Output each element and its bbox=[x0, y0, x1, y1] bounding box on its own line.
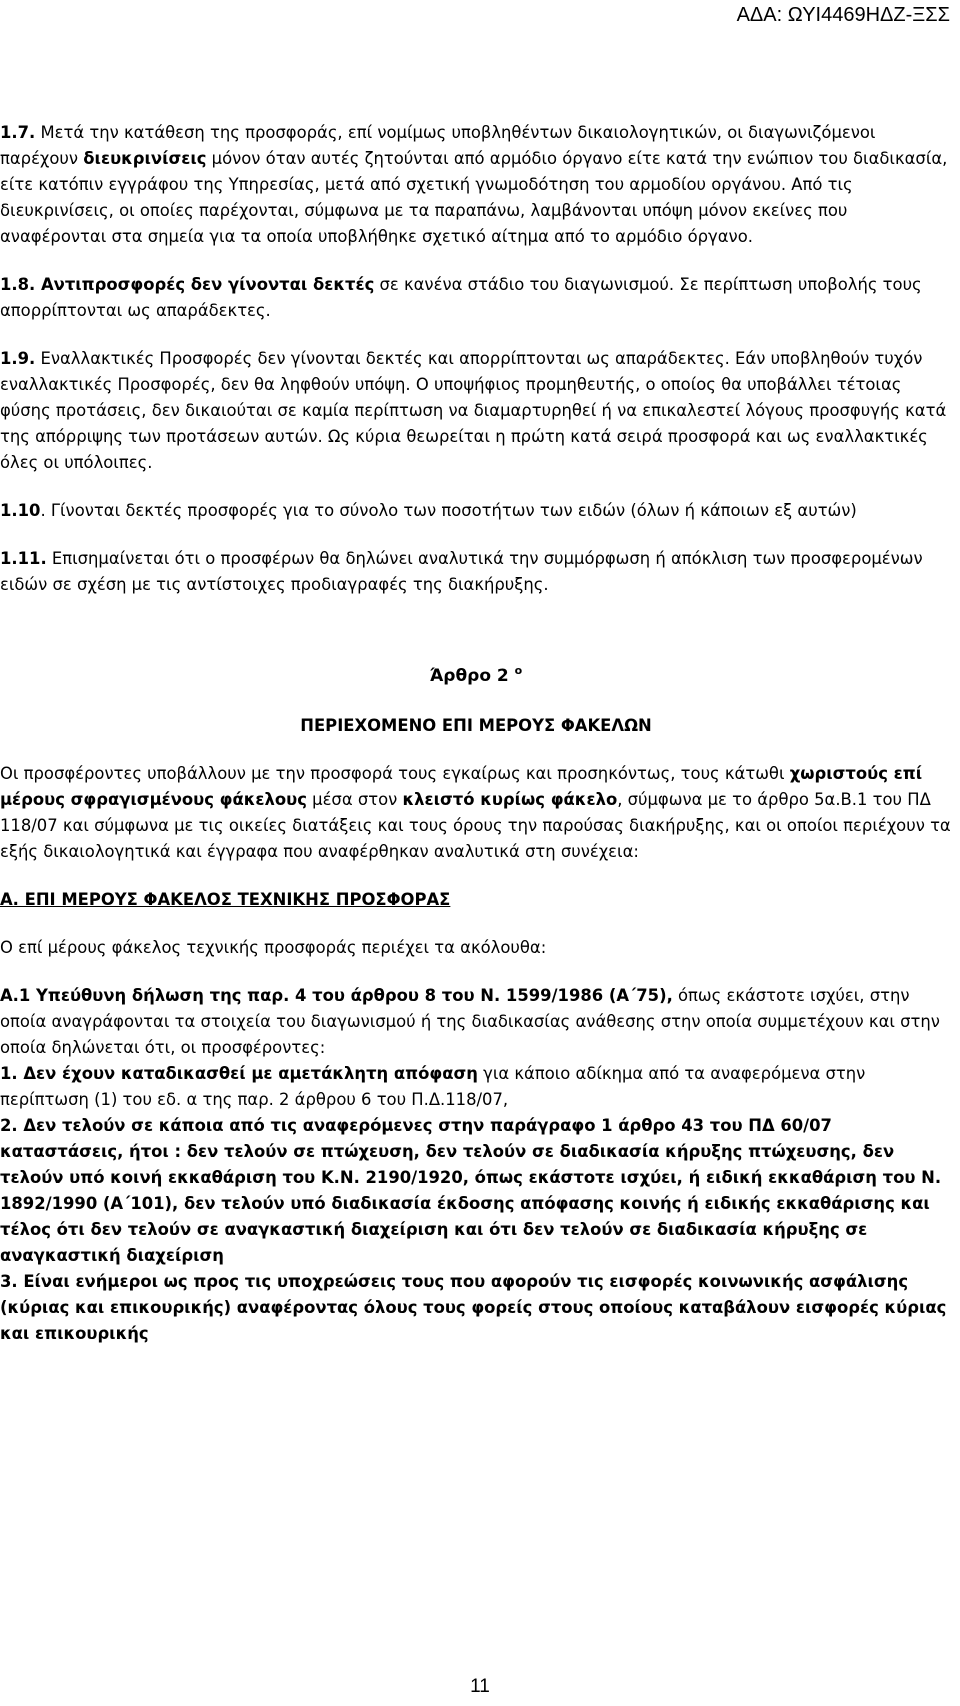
item-2: 2. Δεν τελούν σε κάποια από τις αναφερόμενες στην παράγραφο 1 άρθρο 43 του ΠΔ 60/07 καταστάσεις, ήτοι : δεν τελούν σε πτώχευση, δεν τελούν σε διαδικασία κήρυξης πτώχευσης, δεν τελούν υπό κοινή εκκαθάριση του Κ.Ν. 2190/1920, όπως εκάστοτε ισχύει, ή ειδική εκκαθάριση του Ν. 1892/1990 (Α΄101), δεν τελούν υπό διαδικασία έκδοσης απόφασης κοινής ή ειδικής εκκαθάρισης και τέλος ότι δεν τελούν σε αναγκαστική διαχείριση και ότι δεν τελούν σε διαδικασία κήρυξης σε αναγκαστική διαχείριση bbox=[0, 1116, 942, 1265]
paragraph-1-8: 1.8. Αντιπροσφορές δεν γίνονται δεκτές σε κανένα στάδιο του διαγωνισμού. Σε περίπτωση υποβολής τους απορρίπτονται ως απαράδεκτες. bbox=[0, 275, 922, 320]
intro-paragraph: Οι προσφέροντες υποβάλλουν με την προσφορά τους εγκαίρως και προσηκόντως, τους κάτωθι χωριστούς επί μέρους σφραγισμένους φάκελους μέσα στον κλειστό κυρίως φάκελο, σύμφωνα με το άρθρο 5α.Β.1 του ΠΔ 118/07 και σύμφωνα με τις οικείες διατάξεις και τους όρους την παρούσας διακήρυξης, και οι οποίοι περιέχουν τα εξής δικαιολογητικά και έγγραφα που αναφέρθηκαν αναλυτικά στη συνέχεια: bbox=[0, 764, 951, 861]
document-body bbox=[0, 120, 952, 1347]
clause-number: 1.7. bbox=[0, 123, 36, 142]
article-subtitle: ΠΕΡΙΕΧΟΜΕΝΟ ΕΠΙ ΜΕΡΟΥΣ ΦΑΚΕΛΩΝ bbox=[300, 716, 652, 735]
ada-code: ΑΔΑ: ΩΥΙ4469ΗΔΖ-ΞΣΣ bbox=[736, 4, 950, 26]
item-1: 1. Δεν έχουν καταδικασθεί με αμετάκλητη απόφαση για κάποιο αδίκημα από τα αναφερόμενα στην περίπτωση (1) του εδ. α της παρ. 2 άρθρου 6 του Π.Δ.118/07, bbox=[0, 1064, 866, 1109]
paragraph-1-7: 1.7. Μετά την κατάθεση της προσφοράς, επί νομίμως υποβληθέντων δικαιολογητικών, οι διαγωνιζόμενοι παρέχουν διευκρινίσεις μόνον όταν αυτές ζητούνται από αρμόδιο όργανο είτε κατά την ενώπιον του διαδικασία, είτε κατόπιν εγγράφου της Υπηρεσίας, μετά από σχετική γνωμοδότηση του αρμοδίου οργάνου. Από τις διευκρινίσεις, οι οποίες παρέχονται, σύμφωνα με τα παραπάνω, λαμβάνονται υπόψη μόνον εκείνες που αναφέρονται στα σημεία για τα οποία υποβλήθηκε σχετικό αίτημα από το αρμόδιο όργανο. bbox=[0, 123, 948, 246]
article-title: Άρθρο 2 $^o$ bbox=[429, 664, 523, 686]
clause-number: 1.9. bbox=[0, 349, 36, 368]
section-a-lead: Ο επί μέρους φάκελος τεχνικής προσφοράς περιέχει τα ακόλουθα: bbox=[0, 938, 547, 957]
paragraph-1-11: 1.11. Επισημαίνεται ότι ο προσφέρων θα δηλώνει αναλυτικά την συμμόρφωση ή απόκλιση των προσφερομένων ειδών σε σχέση με τις αντίστοιχες προδιαγραφές της διακήρυξης. bbox=[0, 549, 923, 594]
paragraph-1-9: 1.9. Εναλλακτικές Προσφορές δεν γίνονται δεκτές και απορρίπτονται ως απαράδεκτες. Εάν υποβληθούν τυχόν εναλλακτικές Προσφορές, δεν θα ληφθούν υπόψη. Ο υποψήφιος προμηθευτής, ο οποίος θα υποβάλλει τέτοιας φύσης προτάσεις, δεν δικαιούται σε καμία περίπτωση να διαμαρτυρηθεί ή να επικαλεστεί λόγους προσφυγής κατά της απόρριψης των προτάσεων αυτών. Ως κύρια θεωρείται η πρώτη κατά σειρά προσφορά και ως εναλλακτικές όλες οι υπόλοιπες. bbox=[0, 349, 947, 472]
clause-number: 1.8. bbox=[0, 275, 36, 294]
page-number: 11 bbox=[470, 1676, 490, 1697]
clause-number: 1.11. bbox=[0, 549, 47, 568]
clause-number: 1.10 bbox=[0, 501, 41, 520]
section-a-heading: Α. ΕΠΙ ΜΕΡΟΥΣ ΦΑΚΕΛΟΣ ΤΕΧΝΙΚΗΣ ΠΡΟΣΦΟΡΑΣ bbox=[0, 890, 451, 909]
paragraph-1-10: 1.10. Γίνονται δεκτές προσφορές για το σύνολο των ποσοτήτων των ειδών (όλων ή κάποιων εξ αυτών) bbox=[0, 501, 857, 520]
item-3: 3. Είναι ενήμεροι ως προς τις υποχρεώσεις τους που αφορούν τις εισφορές κοινωνικής ασφάλισης (κύριας και επικουρικής) αναφέροντας όλους τους φορείς στους οποίους καταβάλουν εισφορές κύριας και επικουρικής bbox=[0, 1272, 947, 1343]
item-a1: Α.1 Υπεύθυνη δήλωση της παρ. 4 του άρθρου 8 του Ν. 1599/1986 (Α΄75), όπως εκάστοτε ισχύει, στην οποία αναγράφονται τα στοιχεία του διαγωνισμού ή της διαδικασίας ανάθεσης στην οποία συμμετέχουν και στην οποία δηλώνεται ότι, οι προσφέροντες: bbox=[0, 986, 940, 1057]
